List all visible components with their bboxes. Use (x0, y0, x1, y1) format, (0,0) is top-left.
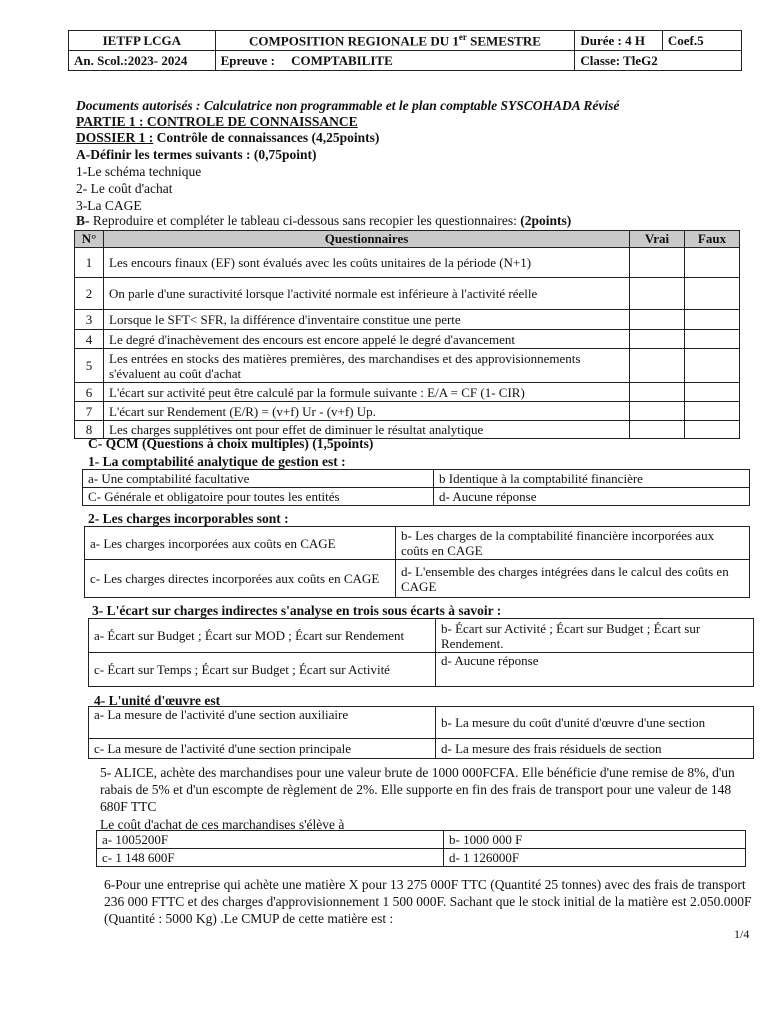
school-name: IETFP LCGA (69, 31, 216, 51)
qcm1-options (82, 469, 750, 506)
qcm2-option-c[interactable]: c- Les charges directes incorporées aux coûts en CAGE (85, 560, 396, 598)
row-number: 4 (75, 330, 104, 349)
row-question: Les charges supplétives ont pour effet de diminuer le résultat analytique (104, 421, 630, 439)
row-question: L'écart sur activité peut être calculé par la formule suivante : E/A = CF (1- CIR) (104, 383, 630, 402)
qcm2-title: 2- Les charges incorporables sont : (88, 511, 289, 526)
qcm1-option-a[interactable]: a- Une comptabilité facultative (83, 470, 434, 488)
qcm1-title: 1- La comptabilité analytique de gestion est : (88, 454, 346, 469)
vrai-cell[interactable] (630, 402, 685, 421)
row-number: 2 (75, 278, 104, 310)
vrai-cell[interactable] (630, 278, 685, 310)
row-question: Les entrées en stocks des matières premières, des marchandises et des approvisionnements s'évaluent au coût d'achat (104, 349, 630, 383)
qcm4-option-c[interactable]: c- La mesure de l'activité d'une section principale (89, 739, 436, 759)
qcm5-options (96, 830, 746, 867)
section-a-item: 2- Le coût d'achat (76, 181, 173, 196)
col-header-faux: Faux (685, 231, 740, 248)
qcm3-options (88, 618, 754, 687)
faux-cell[interactable] (685, 278, 740, 310)
exam-class: Classe: TleG2 (575, 51, 742, 71)
qcm2-options (84, 526, 750, 598)
qcm4-title: 4- L'unité d'œuvre est (94, 693, 221, 708)
qcm3-option-c[interactable]: c- Écart sur Temps ; Écart sur Budget ; Écart sur Activité (89, 653, 436, 687)
true-false-table (74, 230, 740, 439)
row-number: 6 (75, 383, 104, 402)
qcm5-option-c[interactable]: c- 1 148 600F (97, 849, 444, 867)
qcm4-option-d[interactable]: d- La mesure des frais résiduels de section (436, 739, 754, 759)
section-a-item: 3-La CAGE (76, 198, 142, 213)
faux-cell[interactable] (685, 310, 740, 330)
table-row (75, 349, 740, 383)
qcm5-option-b[interactable]: b- 1000 000 F (444, 831, 746, 849)
documents-line: Documents autorisés : Calculatrice non programmable et le plan comptable SYSCOHADA Révisé (76, 98, 620, 113)
exam-title: COMPOSITION REGIONALE DU 1er SEMESTRE (215, 31, 575, 51)
qcm5-text: 5- ALICE, achète des marchandises pour une valeur brute de 1000 000FCFA. Elle bénéficie d'une remise de 8%, d'un rabais de 5% et d'un escompte de règlement de 2%. Elle supporte en fin des frais de transport pour une valeur de 148 680F TTC (100, 765, 735, 814)
qcm3-option-d[interactable]: d- Aucune réponse (436, 653, 754, 687)
qcm3-title: 3- L'écart sur charges indirectes s'analyse en trois sous écarts à savoir : (92, 603, 502, 618)
exam-subject: Epreuve : COMPTABILITE (215, 51, 575, 71)
table-row (75, 248, 740, 278)
qcm1-option-c[interactable]: C- Générale et obligatoire pour toutes les entités (83, 488, 434, 506)
partie1-title: PARTIE 1 : CONTROLE DE CONNAISSANCE (76, 114, 358, 129)
faux-cell[interactable] (685, 402, 740, 421)
row-question: Le degré d'inachèvement des encours est encore appelé le degré d'avancement (104, 330, 630, 349)
vrai-cell[interactable] (630, 383, 685, 402)
vrai-cell[interactable] (630, 349, 685, 383)
vrai-cell[interactable] (630, 421, 685, 439)
faux-cell[interactable] (685, 421, 740, 439)
faux-cell[interactable] (685, 330, 740, 349)
qcm5-option-a[interactable]: a- 1005200F (97, 831, 444, 849)
exam-duration: Durée : 4 H (575, 31, 663, 51)
qcm2-option-d[interactable]: d- L'ensemble des charges intégrées dans le calcul des coûts en CAGE (396, 560, 750, 598)
section-a-item: 1-Le schéma technique (76, 164, 202, 179)
qcm6-text: 6-Pour une entreprise qui achète une matière X pour 13 275 000F TTC (Quantité 25 tonnes) avec des frais de transport 236 000 FTTC et des charges d'approvisionnement 1 500 000F. Sachant que le stock initial de la matière est 2.050.000F (Quantité : 5000 Kg) .Le CMUP de cette matière est : (104, 877, 752, 926)
row-number: 5 (75, 349, 104, 383)
qcm2-option-a[interactable]: a- Les charges incorporées aux coûts en CAGE (85, 527, 396, 560)
table-row (75, 278, 740, 310)
vrai-cell[interactable] (630, 310, 685, 330)
table-row (75, 383, 740, 402)
table-row (75, 310, 740, 330)
row-question: L'écart sur Rendement (E/R) = (v+f) Ur - (v+f) Up. (104, 402, 630, 421)
qcm5-option-d[interactable]: d- 1 126000F (444, 849, 746, 867)
qcm4-options (88, 706, 754, 759)
faux-cell[interactable] (685, 383, 740, 402)
row-question: Les encours finaux (EF) sont évalués avec les coûts unitaires de la période (N+1) (104, 248, 630, 278)
qcm4-option-b[interactable]: b- La mesure du coût d'unité d'œuvre d'une section (436, 707, 754, 739)
vrai-cell[interactable] (630, 330, 685, 349)
row-number: 3 (75, 310, 104, 330)
section-c-title: C- QCM (Questions à choix multiples) (1,5points) (88, 436, 374, 451)
section-a-title: A-Définir les termes suivants : (0,75point) (76, 147, 317, 162)
exam-header (68, 30, 742, 71)
dossier1-title: DOSSIER 1 : Contrôle de connaissances (4,25points) (76, 130, 380, 145)
row-number: 1 (75, 248, 104, 278)
col-header-number: N° (75, 231, 104, 248)
vrai-cell[interactable] (630, 248, 685, 278)
row-question: Lorsque le SFT< SFR, la différence d'inventaire constitue une perte (104, 310, 630, 330)
table-header-row (75, 231, 740, 248)
section-b-title: B- Reproduire et compléter le tableau ci-dessous sans recopier les questionnaires: (2points) (76, 213, 572, 228)
table-row (75, 402, 740, 421)
row-question: On parle d'une suractivité lorsque l'activité normale est inférieure à l'activité réelle (104, 278, 630, 310)
row-number: 8 (75, 421, 104, 439)
page-number: 1/4 (734, 927, 750, 941)
col-header-questions: Questionnaires (104, 231, 630, 248)
qcm3-option-a[interactable]: a- Écart sur Budget ; Écart sur MOD ; Écart sur Rendement (89, 619, 436, 653)
col-header-vrai: Vrai (630, 231, 685, 248)
table-row (75, 330, 740, 349)
school-year: An. Scol.:2023- 2024 (69, 51, 216, 71)
qcm5-question: Le coût d'achat de ces marchandises s'élève à (100, 817, 345, 832)
qcm1-option-d[interactable]: d- Aucune réponse (434, 488, 750, 506)
qcm1-option-b[interactable]: b Identique à la comptabilité financière (434, 470, 750, 488)
row-number: 7 (75, 402, 104, 421)
qcm4-option-a[interactable]: a- La mesure de l'activité d'une section auxiliaire (89, 707, 436, 739)
qcm3-option-b[interactable]: b- Écart sur Activité ; Écart sur Budget ; Écart sur Rendement. (436, 619, 754, 653)
qcm2-option-b[interactable]: b- Les charges de la comptabilité financière incorporées aux coûts en CAGE (396, 527, 750, 560)
exam-coef: Coef.5 (662, 31, 741, 51)
faux-cell[interactable] (685, 349, 740, 383)
faux-cell[interactable] (685, 248, 740, 278)
